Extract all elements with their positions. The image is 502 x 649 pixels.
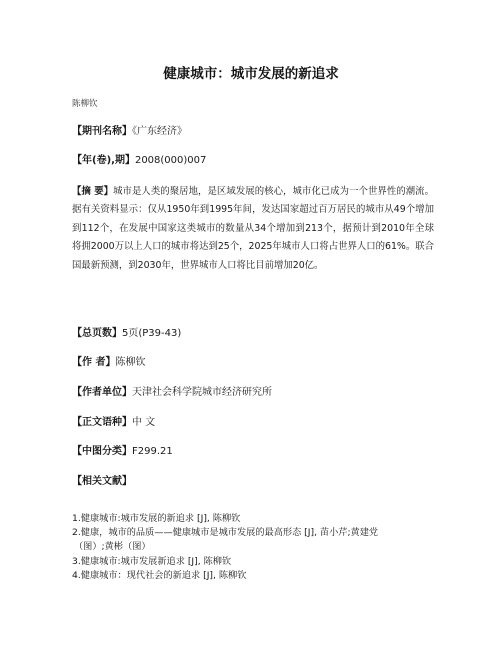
journal-value: 《广东经济》 [132,126,187,137]
author-label: 【作 者】 [72,357,116,368]
abstract-field [72,183,434,275]
related-item[interactable]: 4.健康城市：现代社会的新追求 [J], 陈柳钦 [72,569,247,581]
classification-value: F299.21 [132,446,173,457]
journal-field [72,125,187,139]
author-value: 陈柳钦 [115,357,146,368]
document-title: 健康城市：城市发展的新追求 [163,66,339,82]
related-list [72,512,442,583]
pages-label: 【总页数】 [72,328,122,339]
related-item-continued[interactable]: （图）;黄彬（图） [74,541,151,553]
author-line: 陈柳钦 [72,99,98,109]
affiliation-value: 天津社会科学院城市经济研究所 [132,387,272,398]
related-item[interactable]: 3.健康城市:城市发展新追求 [J], 陈柳钦 [72,555,232,567]
volume-value: 2008(000)007 [134,155,207,166]
pages-field [72,327,181,341]
abstract-label: 【摘 要】 [72,186,114,197]
abstract-text: 城市是人类的聚居地，是区域发展的核心，城市化已成为一个世界性的潮流。据有关资料显示：仅从1950年到1995年间，发达国家超过百万居民的城市从49个增加到112个，在发展中国家这类城市的数量从34个增加到213个，据预计到2010年全球将拥2000万以上人口的城市将达到25个，2025年城市人口将占世界人口的61%。联合国最新预测，到2030年，世界城市人口将比目前增加20亿。 [72,186,434,271]
classification-label: 【中图分类】 [72,446,132,457]
classification-field [72,445,173,459]
journal-label: 【期刊名称】 [72,126,132,137]
author-field [72,356,145,370]
volume-label: 【年(卷),期】 [72,155,135,166]
affiliation-label: 【作者单位】 [72,387,132,398]
related-heading [72,475,132,489]
affiliation-field [72,386,272,400]
volume-field [72,154,206,168]
language-field [72,416,155,430]
related-item[interactable]: 1.健康城市:城市发展的新追求 [J], 陈柳钦 [72,513,241,524]
related-item[interactable]: 2.健康，城市的品质——健康城市是城市发展的最高形态 [J], 苗小芹;黄建党 [72,527,379,539]
related-label: 【相关文献】 [72,476,132,487]
language-value: 中 文 [132,417,156,428]
language-label: 【正文语种】 [72,417,132,428]
pages-value: 5页(P39-43) [122,328,182,339]
